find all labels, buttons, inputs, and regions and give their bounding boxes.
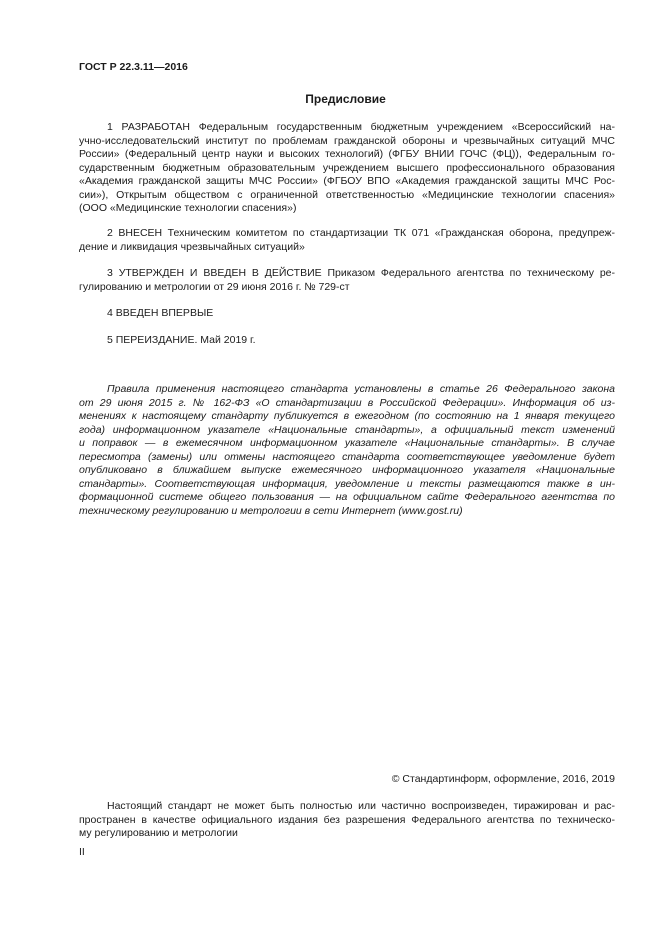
text-line: (ООО «Медицинские технологии спасения») [79,202,297,214]
text-line: сии»), Открытым обществом с ограниченной ответственностью «Медицинские технологии спасения» [79,188,615,201]
text-line: «Академия гражданской защиты МЧС России» (ФГБОУ ВПО «Академия гражданской защиты МЧС Рос- [79,175,615,187]
copyright: © Стандартинформ, оформление, 2016, 2019 [391,773,615,785]
text-line: года) информационном указателе «Национальные стандарты», а официальный текст изменений [79,423,615,436]
text-line: пересмотра (замены) или отмены настоящего стандарта соответствующее уведомление будет [79,450,615,463]
text-line: Настоящий стандарт не может быть полностью или частично воспроизведен, тиражирован и рас- [107,800,615,812]
item-5-reissue [79,334,615,348]
reproduction-notice [79,800,615,841]
standard-code: ГОСТ Р 22.3.11—2016 [79,61,188,73]
text-line: стандарты». Соответствующая информация, уведомление и тексты размещаются также в ин- [79,477,615,490]
text-line: пространен в качестве официального издания без разрешения Федерального агентства по техническо- [79,813,615,826]
text-line: 5 ПЕРЕИЗДАНИЕ. Май 2019 г. [107,334,256,346]
text-line: гулированию и метрологии от 29 июня 2016 г. № 729-ст [79,280,350,293]
text-line: техническому регулированию и метрологии в сети Интернет (www.gost.ru) [79,504,463,517]
page-number: II [79,846,85,858]
text-line: от 29 июня 2015 г. № 162-ФЗ «О стандартизации в Российской Федерации». Информация об из- [79,396,615,409]
item-4-first-introduced [79,307,615,321]
text-line: учно-исследовательский институт по проблемам гражданской обороны и чрезвычайных ситуаций МЧС [79,134,615,147]
item-2-introduced [79,227,615,254]
text-line: формационной системе общего пользования — на официальном сайте Федерального агентства по [79,491,615,503]
text-line: 3 УТВЕРЖДЕН И ВВЕДЕН В ДЕЙСТВИЕ Приказом Федерального агентства по техническому ре- [107,267,615,279]
text-line: сударственным бюджетным образовательным учреждением высшего профессионального образования [79,161,615,174]
text-line: 2 ВНЕСЕН Техническим комитетом по стандартизации ТК 071 «Гражданская оборона, предупреж- [107,227,615,239]
text-line: му регулированию и метрологии [79,827,238,839]
text-line: дение и ликвидация чрезвычайных ситуаций» [79,240,305,253]
text-line: Правила применения настоящего стандарта установлены в статье 26 Федерального закона [107,383,615,395]
text-line: и поправок — в ежемесячном информационном указателе «Национальные стандарты». В случае [79,437,615,449]
page-title: Предисловие [305,92,386,106]
item-1-developed [79,121,615,216]
text-line: 1 РАЗРАБОТАН Федеральным государственным бюджетным учреждением «Всероссийский на- [107,121,615,133]
text-line: опубликовано в ближайшем выпуске ежемесячного информационного указателя «Национальные [79,464,615,476]
text-line: 4 ВВЕДЕН ВПЕРВЫЕ [107,307,214,319]
text-line: менениях к настоящему стандарту публикуется в ежегодном (по состоянию на 1 января текущего [79,410,615,422]
application-notice [79,383,615,518]
text-line: России» (Федеральный центр науки и высоких технологий) (ФГБУ ВНИИ ГОЧС (ФЦ)), Федеральным го- [79,148,615,160]
item-3-approved [79,267,615,294]
